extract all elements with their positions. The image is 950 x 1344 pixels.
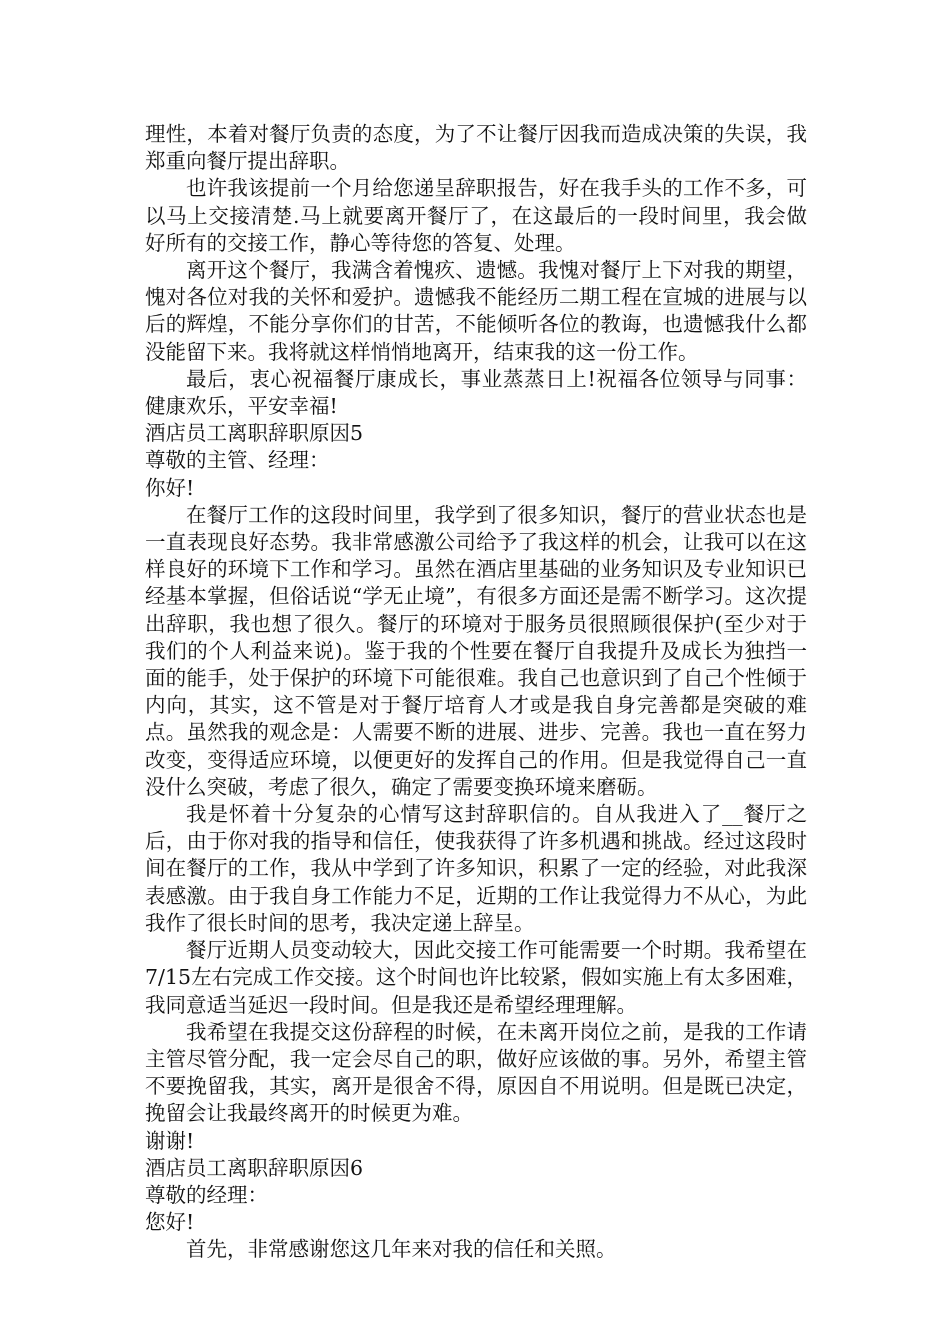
paragraph: 也许我该提前一个月给您递呈辞职报告，好在我手头的工作不多，可以马上交接清楚.马上就要离开餐厅了，在这最后的一段时间里，我会做好所有的交接工作，静心等待您的答复、处理。 [145,176,807,255]
salutation: 尊敬的经理： [145,1182,268,1207]
greeting: 你好! [145,475,195,500]
paragraph: 在餐厅工作的这段时间里，我学到了很多知识，餐厅的营业状态也是一直表现良好态势。我非常感激公司给予了我这样的机会，让我可以在这样良好的环境下工作和学习。虽然在酒店里基础的业务知识及专业知识已经基本掌握，但俗话说“学无止境”，有很多方面还是需不断学习。这次提出辞职，我也想了很久。餐厅的环境对于服务员很照顾很保护(至少对于我们的个人利益来说)。鉴于我的个性要在餐厅自我提升及成长为独挡一面的能手，处于保护的环境下可能很难。我自己也意识到了自己个性倾于内向，其实，这不管是对于餐厅培育人才或是我自身完善都是突破的难点。虽然我的观念是：人需要不断的进展、进步、完善。我也一直在努力改变，变得适应环境，以便更好的发挥自己的作用。但是我觉得自己一直没什么突破，考虑了很久，确定了需要变换环境来磨砺。 [145,502,807,799]
paragraph: 首先，非常感谢您这几年来对我的信任和关照。 [186,1237,617,1262]
closing: 谢谢! [145,1128,195,1153]
greeting: 您好! [145,1210,195,1235]
paragraph: 我是怀着十分复杂的心情写这封辞职信的。自从我进入了__餐厅之后，由于你对我的指导和信任，使我获得了许多机遇和挑战。经过这段时间在餐厅的工作，我从中学到了许多知识，积累了一定的经验，对此我深表感激。由于我自身工作能力不足，近期的工作让我觉得力不从心，为此我作了很长时间的思考，我决定递上辞呈。 [145,802,807,935]
paragraph: 餐厅近期人员变动较大，因此交接工作可能需要一个时期。我希望在7/15左右完成工作交接。这个时间也许比较紧，假如实施上有太多困难，我同意适当延迟一段时间。但是我还是希望经理理解。 [145,938,807,1017]
section-heading: 酒店员工离职辞职原因5 [145,421,364,446]
section-heading: 酒店员工离职辞职原因6 [145,1155,364,1180]
document-page [145,121,807,1264]
paragraph: 我希望在我提交这份辞程的时候，在未离开岗位之前，是我的工作请主管尽管分配，我一定会尽自己的职，做好应该做的事。另外，希望主管不要挽留我，其实，离开是很舍不得，原因自不用说明。但是既已决定，挽留会让我最终离开的时候更为难。 [145,1019,807,1126]
salutation: 尊敬的主管、经理： [145,448,330,473]
paragraph: 离开这个餐厅，我满含着愧疚、遗憾。我愧对餐厅上下对我的期望，愧对各位对我的关怀和爱护。遗憾我不能经历二期工程在宣城的进展与以后的辉煌，不能分享你们的甘苦，不能倾听各位的教诲，也遗憾我什么都没能留下来。我将就这样悄悄地离开，结束我的这一份工作。 [145,258,807,364]
paragraph: 理性，本着对餐厅负责的态度，为了不让餐厅因我而造成决策的失误，我郑重向餐厅提出辞职。 [145,122,807,174]
paragraph: 最后，衷心祝福餐厅康成长，事业蒸蒸日上!祝福各位领导与同事：健康欢乐，平安幸福! [145,366,807,419]
